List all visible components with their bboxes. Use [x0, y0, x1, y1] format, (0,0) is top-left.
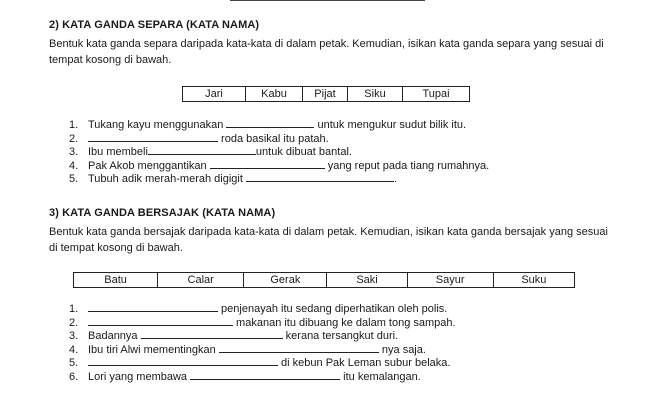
question-text-after: .: [393, 173, 398, 186]
question-number: 6.: [69, 370, 79, 383]
question-item: [69, 302, 456, 316]
word-cell: Pijat: [303, 87, 348, 102]
answer-blank[interactable]: [88, 316, 233, 326]
word-cell: Saki: [327, 273, 407, 288]
question-number: 5.: [69, 357, 79, 370]
section-3-questions: [69, 302, 456, 384]
question-number: 3.: [69, 146, 79, 159]
question-item: [69, 159, 489, 173]
question-number: 1.: [69, 303, 79, 315]
word-cell: Calar: [158, 273, 244, 288]
question-text-after: nya saja.: [378, 343, 426, 356]
word-cell: Kabu: [246, 87, 303, 102]
question-text-before: Lori yang membawa: [88, 370, 191, 383]
question-text-after: di kebun Pak Leman subur belaka.: [278, 357, 451, 370]
answer-blank[interactable]: [190, 370, 340, 380]
answer-blank[interactable]: [246, 172, 394, 182]
question-text-before: Tukang kayu menggunakan: [88, 119, 227, 131]
word-cell: Tupai: [403, 87, 470, 102]
section-3-instruction: Bentuk kata ganda bersajak daripada kata-kata di dalam petak. Kemudian, isikan kata ganda bersajak yang sesuai di tempat kosong di bawah.: [49, 226, 608, 254]
answer-blank[interactable]: [141, 329, 283, 339]
answer-blank[interactable]: [88, 132, 218, 142]
question-item: [69, 316, 456, 330]
previous-answer-line: [230, 0, 425, 1]
question-text-after: untuk dibuat bantal.: [255, 146, 352, 159]
question-text-after: itu kemalangan.: [340, 370, 421, 383]
question-item: [69, 132, 489, 146]
answer-blank[interactable]: [226, 118, 314, 128]
word-cell: Siku: [348, 87, 403, 102]
question-text-after: roda basikal itu patah.: [218, 132, 329, 145]
question-text-after: yang reput pada tiang rumahnya.: [324, 159, 490, 172]
answer-blank[interactable]: [88, 302, 218, 312]
question-number: 5.: [69, 173, 79, 186]
question-item: [69, 172, 489, 186]
section-2-title: 2) KATA GANDA SEPARA (KATA NAMA): [49, 19, 260, 31]
answer-blank[interactable]: [210, 159, 325, 169]
question-item: [69, 356, 456, 370]
section-2-word-box: [182, 86, 470, 102]
question-item: [69, 145, 489, 159]
question-text-after: untuk mengukur sudut bilik itu.: [314, 119, 467, 131]
word-cell: Batu: [74, 273, 158, 288]
question-item: [69, 118, 489, 132]
question-item: [69, 343, 456, 357]
question-number: 1.: [69, 119, 79, 131]
section-2-instruction: Bentuk kata ganda separa daripada kata-kata di dalam petak. Kemudian, isikan kata ganda separa yang sesuai di tempat kosong di bawah.: [49, 38, 604, 66]
answer-blank[interactable]: [88, 356, 278, 366]
word-cell: Jari: [183, 87, 246, 102]
question-text-before: Pak Akob menggantikan: [88, 159, 210, 172]
question-item: [69, 329, 456, 343]
answer-blank[interactable]: [219, 343, 379, 353]
section-2-questions: [69, 118, 489, 186]
question-text-after: kerana tersangkut duri.: [282, 330, 399, 343]
section-3-title: 3) KATA GANDA BERSAJAK (KATA NAMA): [49, 207, 276, 219]
word-cell: Suku: [493, 273, 574, 288]
answer-blank[interactable]: [148, 145, 256, 155]
section-3-word-box: [73, 272, 575, 288]
question-item: [69, 370, 456, 384]
question-text-before: Tubuh adik merah-merah digigit: [88, 173, 246, 186]
question-text-before: Badannya: [88, 330, 141, 343]
word-cell: Sayur: [407, 273, 493, 288]
question-number: 3.: [69, 330, 79, 343]
question-text-before: Ibu tiri Alwi mementingkan: [88, 343, 219, 356]
question-number: 4.: [69, 343, 79, 356]
question-text-after: makanan itu dibuang ke dalam tong sampah.: [233, 316, 456, 329]
question-number: 2.: [69, 316, 79, 329]
question-text-after: penjenayah itu sedang diperhatikan oleh polis.: [218, 303, 448, 315]
question-number: 4.: [69, 159, 79, 172]
question-text-before: Ibu membeli: [88, 146, 148, 159]
question-number: 2.: [69, 132, 79, 145]
word-cell: Gerak: [244, 273, 327, 288]
